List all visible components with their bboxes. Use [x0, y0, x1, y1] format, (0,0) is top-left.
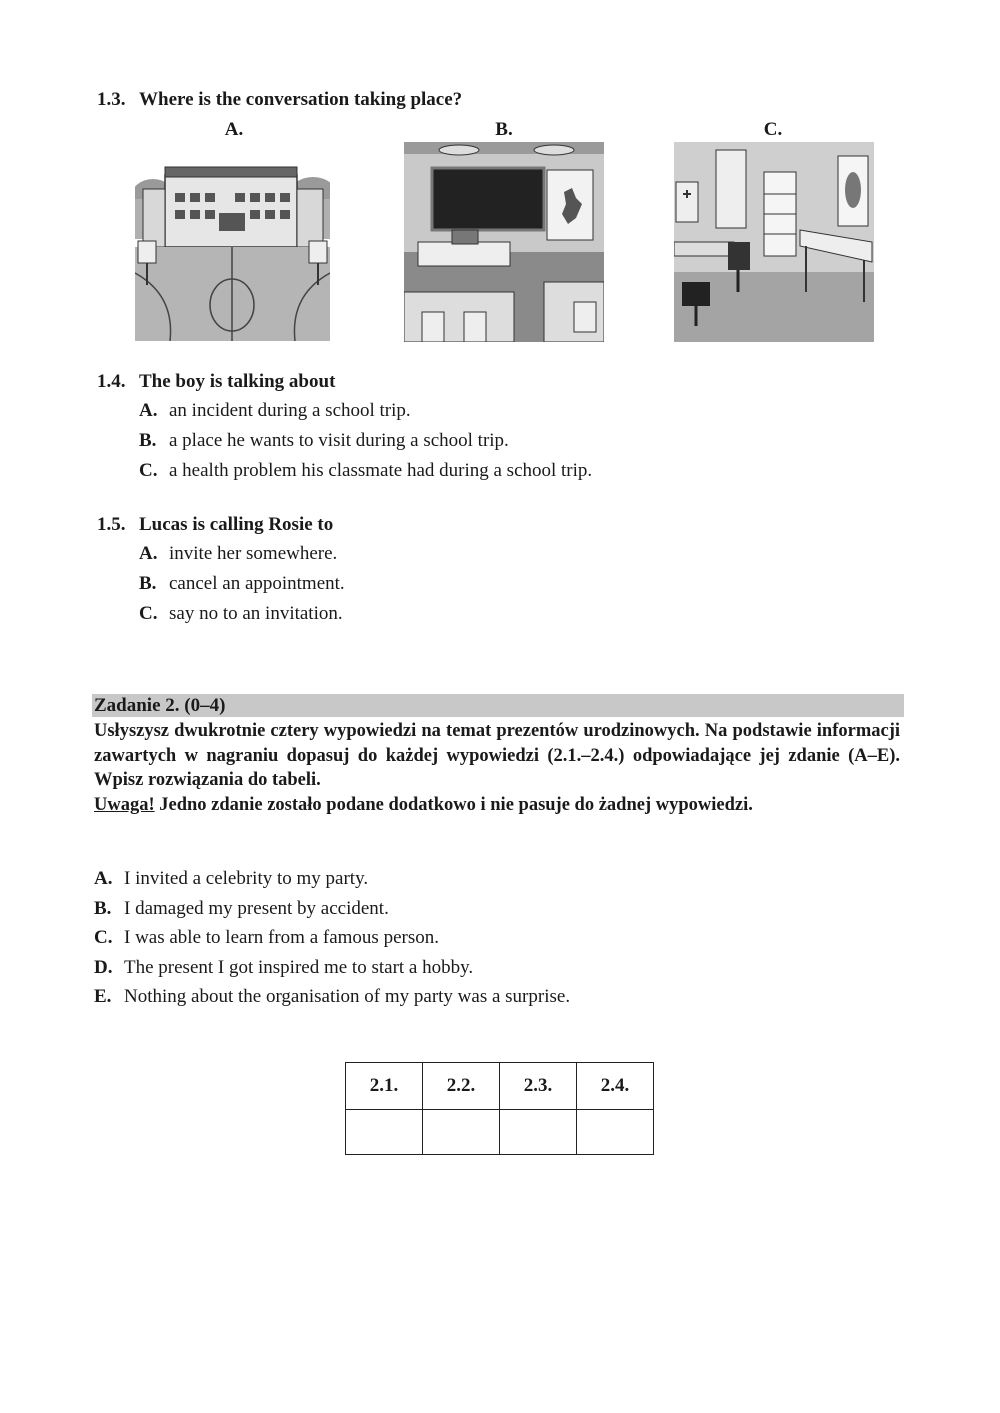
answer-header-2-2: 2.2.: [423, 1063, 500, 1110]
option-a[interactable]: A. an incident during a school trip.: [139, 400, 411, 421]
option-c[interactable]: C. say no to an invitation.: [139, 603, 343, 624]
option-b[interactable]: B. a place he wants to visit during a school trip.: [139, 430, 509, 451]
answer-table: [345, 1062, 654, 1155]
answer-table-input-row: [346, 1110, 654, 1155]
question-1-5-options: [139, 539, 839, 629]
question-1-3-heading: 1.3. Where is the conversation taking place?: [97, 89, 463, 110]
choice-b-label: B.: [495, 119, 513, 140]
task-2-sentences: [94, 864, 894, 1012]
nurse-office-icon: [674, 142, 874, 342]
question-1-5-heading: 1.5. Lucas is calling Rosie to: [97, 514, 334, 535]
sentence-a: A. I invited a celebrity to my party.: [94, 868, 369, 889]
sentence-b: B. I damaged my present by accident.: [94, 897, 389, 919]
task-2-instruction: Usłyszysz dwukrotnie cztery wypowiedzi na temat prezentów urodzinowych. Na podstawie informacji zawartych w nagraniu dopasuj do każdej wypowiedzi (2.1.–2.4.) odpowiadające jej zdanie (A–E). Wpisz rozwiązania do tabeli. Uwaga! Jedno zdanie zostało podane dodatkowo i nie pasuje do żadnej wypowiedzi.: [94, 719, 900, 817]
task-2-note: Uwaga! Jedno zdanie zostało podane dodatkowo i nie pasuje do żadnej wypowiedzi.: [94, 794, 753, 815]
question-1-4-options: [139, 396, 839, 486]
task-2-header: Zadanie 2. (0–4): [92, 694, 904, 717]
choice-c-label: C.: [763, 119, 783, 140]
nurse-office-picture[interactable]: [674, 142, 874, 342]
answer-header-2-4: 2.4.: [577, 1063, 654, 1110]
option-b[interactable]: B. cancel an appointment.: [139, 573, 345, 594]
sentence-c: C. I was able to learn from a famous person.: [94, 927, 439, 948]
option-c[interactable]: C. a health problem his classmate had during a school trip.: [139, 460, 593, 481]
option-a[interactable]: A. invite her somewhere.: [139, 543, 338, 564]
school-building-picture[interactable]: [135, 155, 330, 341]
answer-header-2-3: 2.3.: [500, 1063, 577, 1110]
school-building-icon: [135, 155, 330, 341]
choice-a-label: A.: [224, 119, 244, 140]
answer-cell-2-4[interactable]: [577, 1110, 654, 1155]
question-1-4-heading: 1.4. The boy is talking about: [97, 371, 336, 392]
sentence-e: E. Nothing about the organisation of my party was a surprise.: [94, 986, 571, 1007]
classroom-picture[interactable]: [404, 142, 604, 342]
answer-header-2-1: 2.1.: [346, 1063, 423, 1110]
answer-table-header-row: [346, 1063, 654, 1110]
sentence-d: D. The present I got inspired me to start a hobby.: [94, 956, 474, 978]
answer-cell-2-2[interactable]: [423, 1110, 500, 1155]
answer-cell-2-3[interactable]: [500, 1110, 577, 1155]
answer-cell-2-1[interactable]: [346, 1110, 423, 1155]
classroom-icon: [404, 142, 604, 342]
